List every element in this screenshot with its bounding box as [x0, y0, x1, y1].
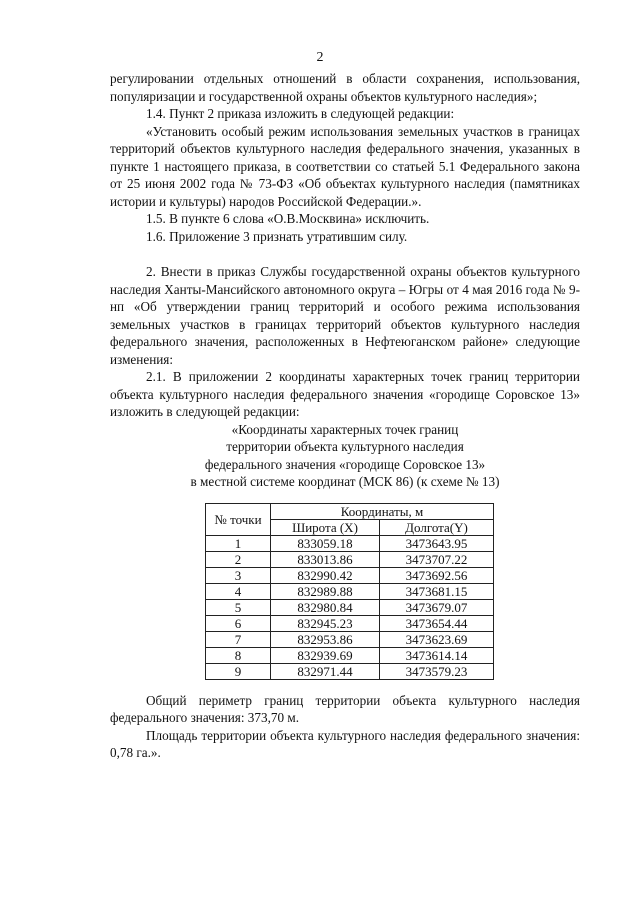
paragraph-2: 2. Внести в приказ Службы государственной охраны объектов культурного наследия Ханты-Мансийского автономного округа – Югры от 4 мая 2016 года № 9-нп «Об утверждении границ территорий и особого режима использования земельных участков в границах территорий объектов культурного наследия федерального значения, расположенных в Нефтеюганском районе» следующие изменения: [110, 264, 580, 367]
latitude-cell: 832945.23 [271, 615, 380, 631]
longitude-cell: 3473679.07 [380, 599, 494, 615]
table-row [206, 551, 494, 567]
point-number: 5 [206, 599, 271, 615]
table-row [206, 663, 494, 679]
longitude-cell: 3473654.44 [380, 615, 494, 631]
coordinates-table [205, 503, 494, 680]
paragraph-1-6: 1.6. Приложение 3 признать утратившим силу. [146, 228, 408, 244]
paragraph-quote: «Установить особый режим использования земельных участков в границах территорий объектов культурного наследия федерального значения, указанных в пункте 1 настоящего приказа, в соответствии со статьей 5.1 Федерального закона от 25 июня 2002 года № 73-ФЗ «Об объектах культурного наследия (памятниках истории и культуры) народов Российской Федерации.». [110, 123, 580, 209]
page-number: 2 [316, 50, 324, 65]
point-number: 7 [206, 631, 271, 647]
paragraph-1-4: 1.4. Пункт 2 приказа изложить в следующей редакции: [146, 106, 455, 121]
table-title-line: территории объекта культурного наследия [226, 439, 464, 454]
point-number: 9 [206, 663, 271, 679]
latitude-cell: 833059.18 [271, 535, 380, 551]
longitude-cell: 3473623.69 [380, 631, 494, 647]
point-number: 6 [206, 615, 271, 631]
header-latitude: Широта (X) [271, 519, 380, 535]
table-row [206, 647, 494, 663]
longitude-cell: 3473643.95 [380, 535, 494, 551]
document-body [110, 70, 580, 762]
point-number: 4 [206, 583, 271, 599]
paragraph-area: Площадь территории объекта культурного наследия федерального значения: 0,78 га.». [110, 727, 580, 760]
paragraph-continuation: регулировании отдельных отношений в области сохранения, использования, популяризации и государственной охраны объектов культурного наследия»; [110, 71, 580, 104]
point-number: 2 [206, 551, 271, 567]
table-title-line: «Координаты характерных точек границ [231, 421, 459, 437]
header-coordinates: Координаты, м [271, 503, 494, 519]
point-number: 8 [206, 647, 271, 663]
point-number: 3 [206, 567, 271, 583]
table-row [206, 583, 494, 599]
paragraph-1-5: 1.5. В пункте 6 слова «О.В.Москвина» исключить. [146, 211, 430, 226]
latitude-cell: 832990.42 [271, 567, 380, 583]
table-title-line: федерального значения «городище Соровское 13» [204, 456, 486, 472]
latitude-cell: 832971.44 [271, 663, 380, 679]
latitude-cell: 832989.88 [271, 583, 380, 599]
longitude-cell: 3473579.23 [380, 663, 494, 679]
table-row [206, 567, 494, 583]
header-longitude: Долгота(Y) [380, 519, 494, 535]
table-row [206, 535, 494, 551]
longitude-cell: 3473614.14 [380, 647, 494, 663]
point-number: 1 [206, 535, 271, 551]
longitude-cell: 3473707.22 [380, 551, 494, 567]
paragraph-2-1: 2.1. В приложении 2 координаты характерных точек границ территории объекта культурного наследия федерального значения «городище Соровское 13» изложить в следующей редакции: [110, 369, 580, 419]
table-title-line: в местной системе координат (МСК 86) (к схеме № 13) [190, 474, 500, 489]
latitude-cell: 832939.69 [271, 647, 380, 663]
table-row [206, 615, 494, 631]
table-row [206, 599, 494, 615]
latitude-cell: 833013.86 [271, 551, 380, 567]
table-header-row [206, 503, 494, 519]
latitude-cell: 832980.84 [271, 599, 380, 615]
header-point-number: № точки [206, 503, 271, 535]
table-row [206, 631, 494, 647]
longitude-cell: 3473692.56 [380, 567, 494, 583]
latitude-cell: 832953.86 [271, 631, 380, 647]
paragraph-perimeter: Общий периметр границ территории объекта культурного наследия федерального значения: 373,70 м. [110, 692, 580, 725]
longitude-cell: 3473681.15 [380, 583, 494, 599]
